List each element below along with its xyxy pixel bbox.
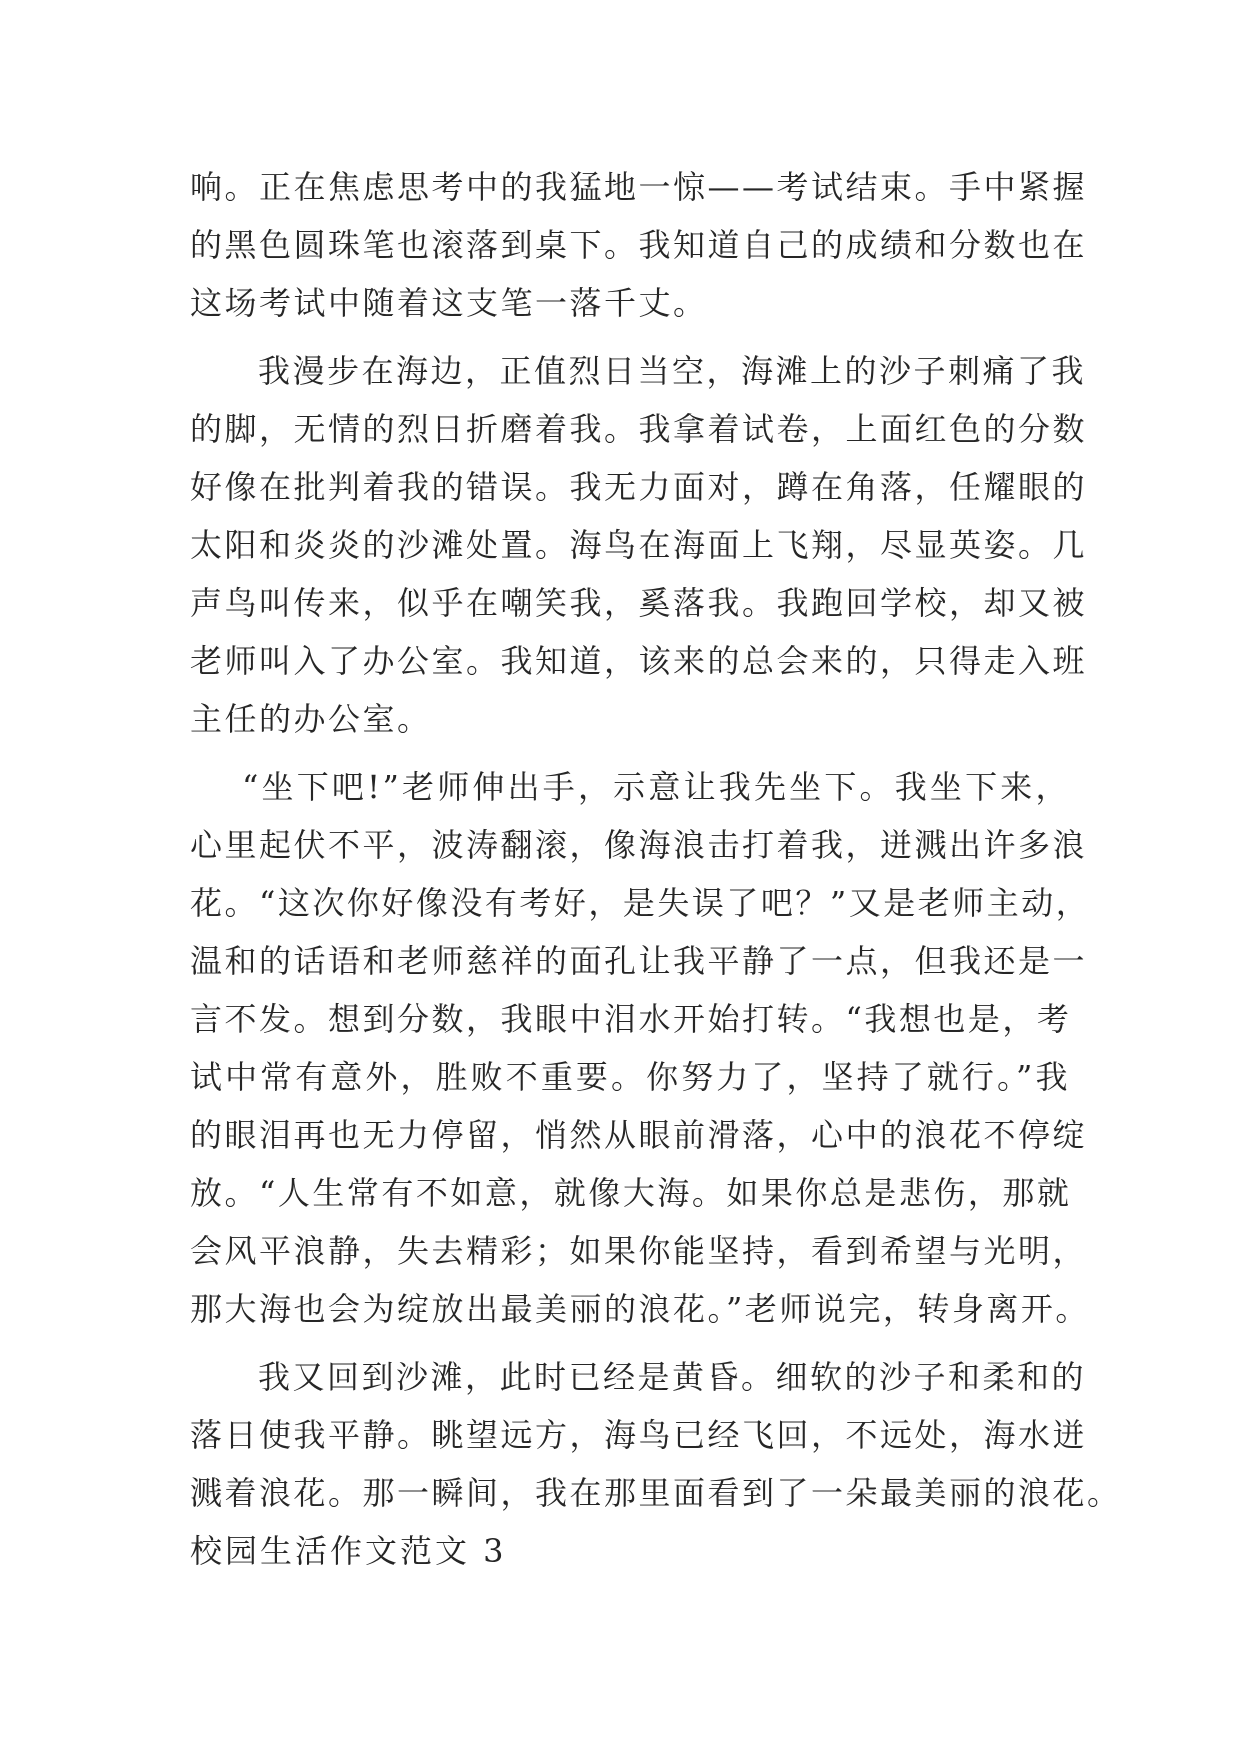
text-line: 温和的话语和老师慈祥的面孔让我平静了一点，但我还是一 <box>190 942 1088 980</box>
text-line: 好像在批判着我的错误。我无力面对，蹲在角落，任耀眼的 <box>190 468 1088 506</box>
text-line: 的眼泪再也无力停留，悄然从眼前滑落，心中的浪花不停绽 <box>190 1116 1088 1154</box>
text-line: 言不发。想到分数，我眼中泪水开始打转。“我想也是，考 <box>190 1000 1072 1038</box>
text-line: 这场考试中随着这支笔一落千丈。 <box>190 284 708 322</box>
text-line: 心里起伏不平，波涛翻滚，像海浪击打着我，迸溅出许多浪 <box>190 826 1088 864</box>
text-line: 溅着浪花。那一瞬间，我在那里面看到了一朵最美丽的浪花。 <box>190 1474 1122 1512</box>
text-line: 声鸟叫传来，似乎在嘲笑我，奚落我。我跑回学校，却又被 <box>190 584 1088 622</box>
section-heading: 校园生活作文范文 3 <box>190 1532 507 1570</box>
text-line: 我又回到沙滩，此时已经是黄昏。细软的沙子和柔和的 <box>258 1358 1087 1396</box>
text-line: 主任的办公室。 <box>190 700 432 738</box>
text-line: 那大海也会为绽放出最美丽的浪花。”老师说完，转身离开。 <box>190 1290 1090 1328</box>
text-line: 试中常有意外，胜败不重要。你努力了，坚持了就行。”我 <box>190 1058 1070 1096</box>
text-line: 响。正在焦虑思考中的我猛地一惊——考试结束。手中紧握 <box>190 168 1088 206</box>
text-line: 落日使我平静。眺望远方，海鸟已经飞回，不远处，海水迸 <box>190 1416 1088 1454</box>
text-line: “坐下吧!”老师伸出手，示意让我先坐下。我坐下来， <box>242 768 1070 806</box>
essay-body <box>190 158 1122 1580</box>
text-line: 的脚，无情的烈日折磨着我。我拿着试卷，上面红色的分数 <box>190 410 1088 448</box>
text-line: 会风平浪静，失去精彩；如果你能坚持，看到希望与光明， <box>190 1232 1088 1270</box>
text-line: 老师叫入了办公室。我知道，该来的总会来的，只得走入班 <box>190 642 1088 680</box>
text-line: 我漫步在海边，正值烈日当空，海滩上的沙子刺痛了我 <box>258 352 1087 390</box>
text-line: 放。“人生常有不如意，就像大海。如果你总是悲伤，那就 <box>190 1174 1072 1212</box>
text-line: 太阳和炎炎的沙滩处置。海鸟在海面上飞翔，尽显英姿。几 <box>190 526 1088 564</box>
text-line: 的黑色圆珠笔也滚落到桌下。我知道自己的成绩和分数也在 <box>190 226 1088 264</box>
text-line: 花。“这次你好像没有考好，是失误了吧？”又是老师主动， <box>190 884 1091 922</box>
